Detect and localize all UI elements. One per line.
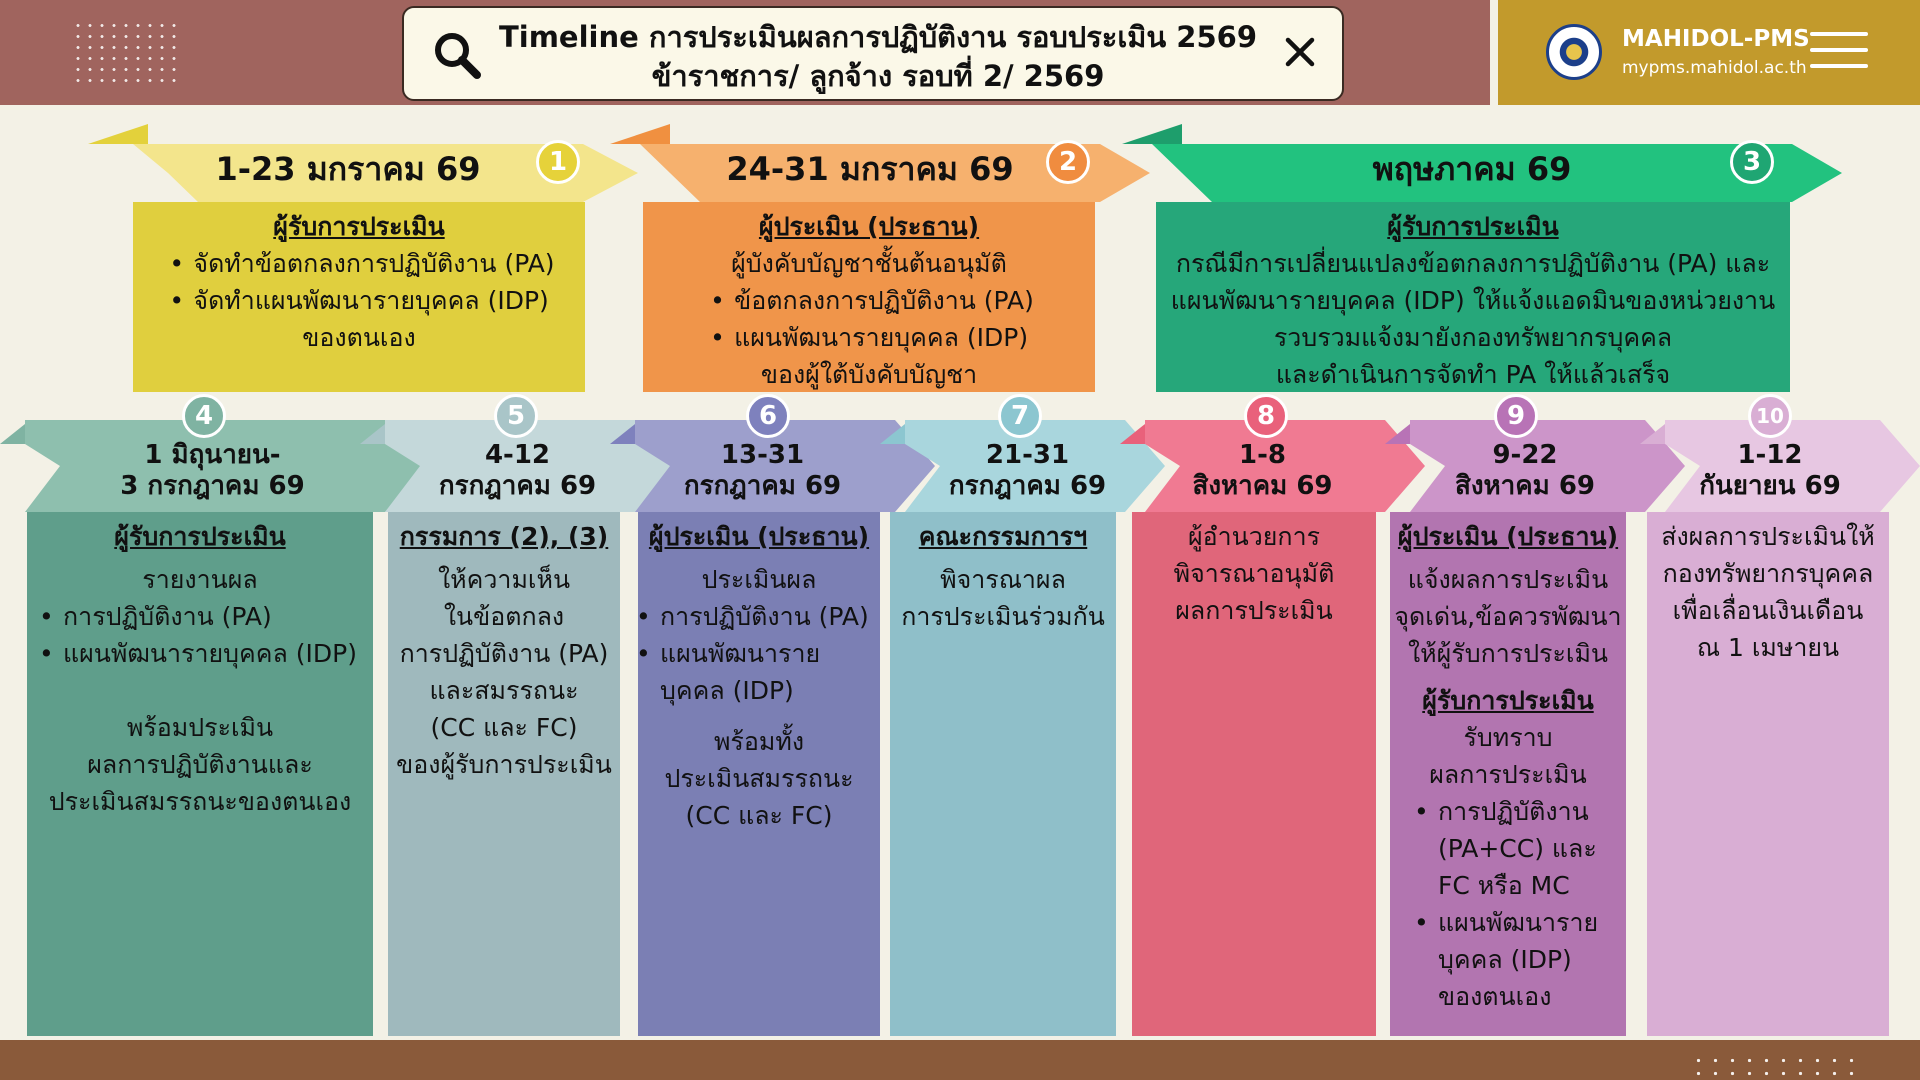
step-1-banner (88, 124, 638, 202)
list-item: • ข้อตกลงการปฏิบัติงาน (PA) (704, 282, 1034, 319)
date-line-1: 21-31 (985, 440, 1070, 470)
date-line-2: สิงหาคม 69 (1192, 471, 1333, 501)
step-7-number: 7 (998, 394, 1042, 438)
step-7-line: การประเมินร่วมกัน (901, 602, 1105, 631)
step-2-banner (610, 124, 1150, 202)
step-6-date (650, 440, 875, 502)
list-item: • แผนพัฒนารายบุคคล (IDP) (33, 635, 357, 672)
close-icon[interactable] (1280, 32, 1320, 72)
step-9-number: 9 (1494, 394, 1538, 438)
step-7-line: พิจารณาผล (940, 565, 1066, 594)
step-3-line: แผนพัฒนารายบุคคล (IDP) ให้แจ้งแอดมินของหน่วยงาน (1170, 286, 1776, 315)
step-10-line: กองทรัพยากรบุคคล (1662, 559, 1874, 588)
step-9-items (1408, 793, 1608, 1015)
step-7-role: คณะกรรมการฯ (918, 522, 1088, 551)
university-logo (1546, 24, 1602, 80)
step-8-number: 8 (1244, 394, 1288, 438)
step-2-tail: ของผู้ใต้บังคับบัญชา (760, 360, 978, 389)
hamburger-menu-icon[interactable] (1810, 32, 1868, 72)
date-line-2: สิงหาคม 69 (1454, 471, 1596, 501)
step-6-items (630, 598, 880, 709)
step-5-line: (CC และ FC) (430, 713, 578, 742)
step-10-box (1647, 512, 1889, 1036)
step-7-date (930, 440, 1125, 502)
step-6-number: 6 (746, 394, 790, 438)
footer-bar (0, 1040, 1920, 1080)
dot-pattern (1690, 1054, 1860, 1080)
date-line-2: กันยายน 69 (1699, 471, 1841, 501)
step-8-date (1160, 440, 1365, 502)
step-5-number: 5 (494, 394, 538, 438)
step-10-date (1680, 440, 1860, 502)
brand-url[interactable]: mypms.mahidol.ac.th (1622, 58, 1807, 78)
step-4-box (27, 512, 373, 1036)
step-4-number: 4 (182, 394, 226, 438)
step-3-date: พฤษภาคม 69 (1372, 150, 1572, 188)
step-3-box (1156, 202, 1790, 392)
step-3-line: รวบรวมแจ้งมายังกองทรัพยากรบุคคล (1273, 323, 1673, 352)
brand-bar (1490, 0, 1920, 105)
date-line-1: 1-12 (1737, 440, 1803, 470)
step-2-number: 2 (1046, 140, 1090, 184)
step-9-line: ให้ผู้รับการประเมิน (1407, 639, 1609, 668)
step-5-box (388, 512, 620, 1036)
step-2-box (643, 202, 1095, 392)
step-4-date (60, 440, 365, 502)
dot-pattern (72, 20, 184, 84)
step-6-role: ผู้ประเมิน (ประธาน) (648, 522, 870, 551)
step-5-line: ให้ความเห็น (437, 565, 571, 594)
date-line-2: กรกฎาคม 69 (438, 471, 597, 501)
step-10-line: เพื่อเลื่อนเงินเดือน (1672, 596, 1864, 625)
list-item: • จัดทำแผนพัฒนารายบุคคล (IDP) (163, 282, 554, 319)
list-item: • แผนพัฒนาราย บุคคล (IDP) (630, 635, 880, 709)
step-4-outro: ผลการปฏิบัติงานและ (87, 750, 313, 779)
step-10-number: 10 (1748, 394, 1792, 438)
list-item: • การปฏิบัติงาน (PA+CC) และ FC หรือ MC (1408, 793, 1608, 904)
step-1-date: 1-23 มกราคม 69 (215, 150, 481, 188)
step-5-line: และสมรรถนะ (429, 676, 579, 705)
search-box[interactable] (402, 6, 1344, 101)
step-2-items (704, 282, 1034, 356)
step-5-role: กรรมการ (2), (3) (399, 522, 609, 551)
step-5-line: ของผู้รับการประเมิน (396, 750, 612, 779)
step-1-items (163, 245, 554, 319)
step-4-items (33, 598, 357, 672)
step-9-line: รับทราบ (1463, 723, 1553, 752)
search-icon[interactable] (432, 30, 482, 80)
step-3-role: ผู้รับการประเมิน (1387, 212, 1559, 241)
date-line-1: 9-22 (1492, 440, 1558, 470)
step-9-role-2: ผู้รับการประเมิน (1422, 686, 1594, 715)
step-9-line: แจ้งผลการประเมิน (1407, 565, 1609, 594)
step-9-line: ผลการประเมิน (1429, 760, 1587, 789)
step-5-line: ในข้อตกลง (443, 602, 565, 631)
list-item: • แผนพัฒนาราย บุคคล (IDP) ของตนเอง (1408, 904, 1608, 1015)
list-item: • การปฏิบัติงาน (PA) (630, 598, 880, 635)
title-line-2: ข้าราชการ/ ลูกจ้าง รอบที่ 2/ 2569 (651, 59, 1105, 93)
step-10-line: ณ 1 เมษายน (1696, 633, 1840, 662)
step-3-number: 3 (1730, 140, 1774, 184)
step-9-role: ผู้ประเมิน (ประธาน) (1397, 522, 1619, 551)
step-1-role: ผู้รับการประเมิน (273, 212, 445, 241)
step-9-line: จุดเด่น,ข้อควรพัฒนา (1394, 602, 1622, 631)
step-6-outro: พร้อมทั้ง (713, 727, 805, 756)
step-4-outro: ประเมินสมรรถนะของตนเอง (48, 787, 352, 816)
step-2-date: 24-31 มกราคม 69 (726, 150, 1014, 188)
step-8-line: ผลการประเมิน (1175, 596, 1333, 625)
step-6-outro: ประเมินสมรรถนะ (664, 764, 854, 793)
step-3-line: และดำเนินการจัดทำ PA ให้แล้วเสร็จ (1275, 360, 1671, 389)
step-6-box (638, 512, 880, 1036)
step-4-outro: พร้อมประเมิน (126, 713, 274, 742)
page-title (494, 18, 1262, 96)
step-3-line: กรณีมีการเปลี่ยนแปลงข้อตกลงการปฏิบัติงาน (PA) และ (1175, 249, 1771, 278)
step-10-line: ส่งผลการประเมินให้ (1661, 522, 1875, 551)
step-2-intro: ผู้บังคับบัญชาชั้นต้นอนุมัติ (731, 249, 1007, 278)
step-1-tail: ของตนเอง (302, 323, 416, 352)
step-8-line: ผู้อำนวยการ (1187, 522, 1321, 551)
date-line-2: 3 กรกฎาคม 69 (120, 471, 305, 501)
date-line-1: 1-8 (1239, 440, 1286, 470)
step-8-box (1132, 512, 1376, 1036)
step-5-date (420, 440, 615, 502)
date-line-2: กรกฎาคม 69 (683, 471, 842, 501)
step-7-box (890, 512, 1116, 1036)
date-line-1: 1 มิถุนายน- (144, 440, 281, 470)
list-item: • แผนพัฒนารายบุคคล (IDP) (704, 319, 1034, 356)
list-item: • จัดทำข้อตกลงการปฏิบัติงาน (PA) (163, 245, 554, 282)
step-6-intro: ประเมินผล (701, 565, 817, 594)
step-1-number: 1 (536, 140, 580, 184)
step-8-line: พิจารณาอนุมัติ (1173, 559, 1335, 588)
step-4-intro: รายงานผล (142, 565, 258, 594)
step-4-role: ผู้รับการประเมิน (114, 522, 286, 551)
header-bar (0, 0, 1490, 105)
step-5-line: การปฏิบัติงาน (PA) (399, 639, 609, 668)
date-line-1: 4-12 (484, 440, 551, 470)
step-9-date (1425, 440, 1625, 502)
step-1-box (133, 202, 585, 392)
date-line-1: 13-31 (720, 440, 805, 470)
step-6-outro: (CC และ FC) (685, 801, 833, 830)
list-item: • การปฏิบัติงาน (PA) (33, 598, 357, 635)
title-line-1: Timeline การประเมินผลการปฏิบัติงาน รอบประเมิน 2569 (498, 20, 1258, 54)
date-line-2: กรกฎาคม 69 (948, 471, 1107, 501)
step-3-banner (1122, 124, 1842, 202)
brand-name: MAHIDOL-PMS (1622, 26, 1810, 52)
step-2-role: ผู้ประเมิน (ประธาน) (758, 212, 980, 241)
step-9-box (1390, 512, 1626, 1036)
